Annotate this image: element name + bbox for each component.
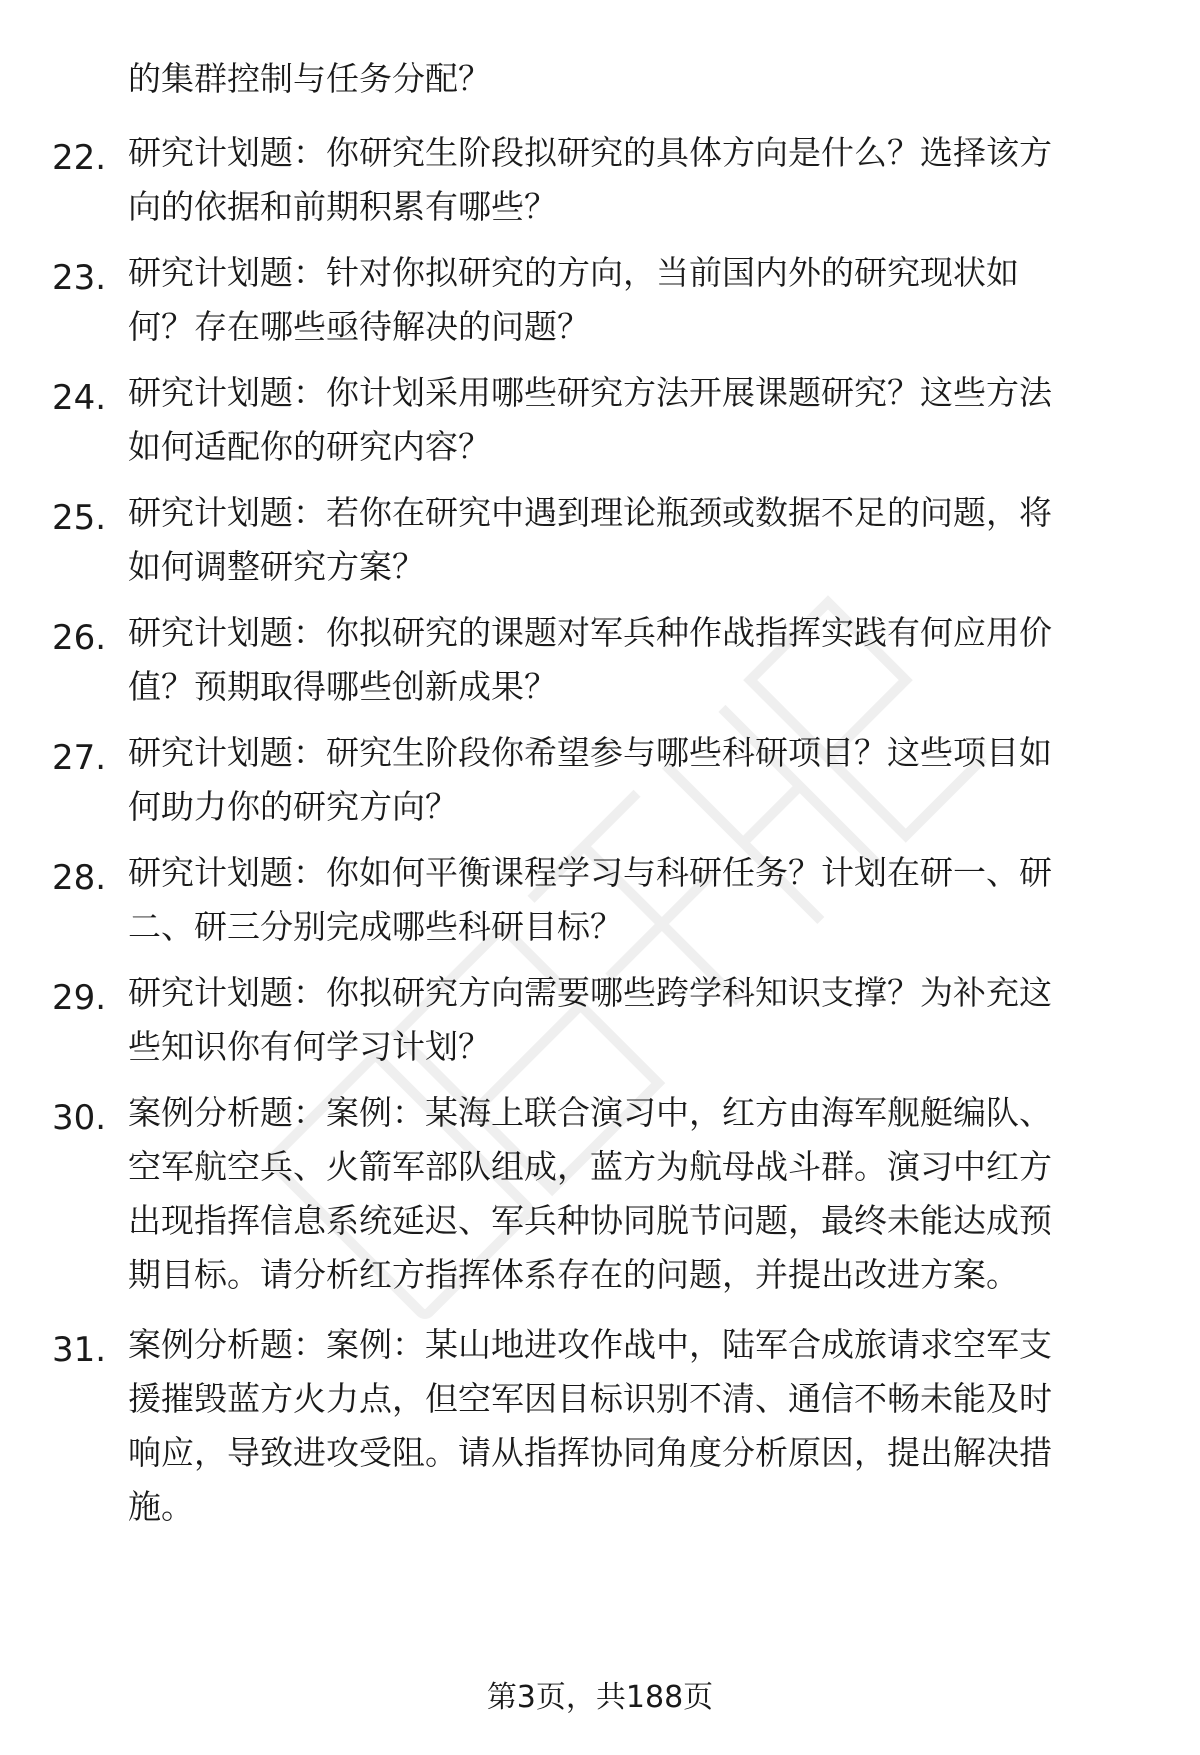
item-number: 28. xyxy=(52,858,107,898)
item-line: 期目标。请分析红方指挥体系存在的问题，并提出改进方案。 xyxy=(128,1255,1019,1294)
item-text xyxy=(128,1086,1140,1302)
item-number: 23. xyxy=(52,258,107,298)
item-number: 30. xyxy=(52,1098,107,1138)
item-line: 二、研三分别完成哪些科研目标？ xyxy=(128,907,623,946)
item-text xyxy=(128,846,1140,954)
item-line: 研究计划题：你研究生阶段拟研究的具体方向是什么？选择该方 xyxy=(128,133,1052,172)
item-line: 案例分析题：案例：某山地进攻作战中，陆军合成旅请求空军支 xyxy=(128,1325,1052,1364)
item-line: 些知识你有何学习计划？ xyxy=(128,1027,491,1066)
item-line: 响应，导致进攻受阻。请从指挥协同角度分析原因，提出解决措 xyxy=(128,1433,1052,1472)
item-text xyxy=(128,606,1140,714)
item-line: 研究计划题：你计划采用哪些研究方法开展课题研究？这些方法 xyxy=(128,373,1052,412)
item-line: 研究计划题：研究生阶段你希望参与哪些科研项目？这些项目如 xyxy=(128,733,1052,772)
item-line: 空军航空兵、火箭军部队组成，蓝方为航母战斗群。演习中红方 xyxy=(128,1147,1052,1186)
item-text xyxy=(128,126,1140,234)
page-footer: 第3页，共188页 xyxy=(486,1680,714,1715)
item-line: 何？存在哪些亟待解决的问题？ xyxy=(128,307,590,346)
item-line: 向的依据和前期积累有哪些？ xyxy=(128,187,557,226)
item-line: 如何适配你的研究内容？ xyxy=(128,427,491,466)
item-line: 研究计划题：若你在研究中遇到理论瓶颈或数据不足的问题，将 xyxy=(128,493,1052,532)
item-text xyxy=(128,1318,1140,1534)
item-line: 研究计划题：你拟研究方向需要哪些跨学科知识支撑？为补充这 xyxy=(128,973,1052,1012)
item-line: 出现指挥信息系统延迟、军兵种协同脱节问题，最终未能达成预 xyxy=(128,1201,1052,1240)
item-text xyxy=(128,52,1140,106)
item-line: 值？预期取得哪些创新成果？ xyxy=(128,667,557,706)
item-number: 25. xyxy=(52,498,107,538)
item-line: 何助力你的研究方向？ xyxy=(128,787,458,826)
item-line: 施。 xyxy=(128,1487,194,1526)
item-line: 的集群控制与任务分配？ xyxy=(128,59,491,98)
item-number: 22. xyxy=(52,138,107,178)
item-number: 29. xyxy=(52,978,107,1018)
item-text xyxy=(128,726,1140,834)
item-text xyxy=(128,486,1140,594)
item-line: 援摧毁蓝方火力点，但空军因目标识别不清、通信不畅未能及时 xyxy=(128,1379,1052,1418)
item-number: 27. xyxy=(52,738,107,778)
item-text xyxy=(128,366,1140,474)
item-number: 24. xyxy=(52,378,107,418)
item-number: 26. xyxy=(52,618,107,658)
item-line: 案例分析题：案例：某海上联合演习中，红方由海军舰艇编队、 xyxy=(128,1093,1052,1132)
item-text xyxy=(128,246,1140,354)
item-text xyxy=(128,966,1140,1074)
item-number: 31. xyxy=(52,1330,107,1370)
item-line: 研究计划题：你拟研究的课题对军兵种作战指挥实践有何应用价 xyxy=(128,613,1052,652)
item-line: 如何调整研究方案？ xyxy=(128,547,425,586)
item-line: 研究计划题：针对你拟研究的方向，当前国内外的研究现状如 xyxy=(128,253,1019,292)
item-line: 研究计划题：你如何平衡课程学习与科研任务？计划在研一、研 xyxy=(128,853,1052,892)
